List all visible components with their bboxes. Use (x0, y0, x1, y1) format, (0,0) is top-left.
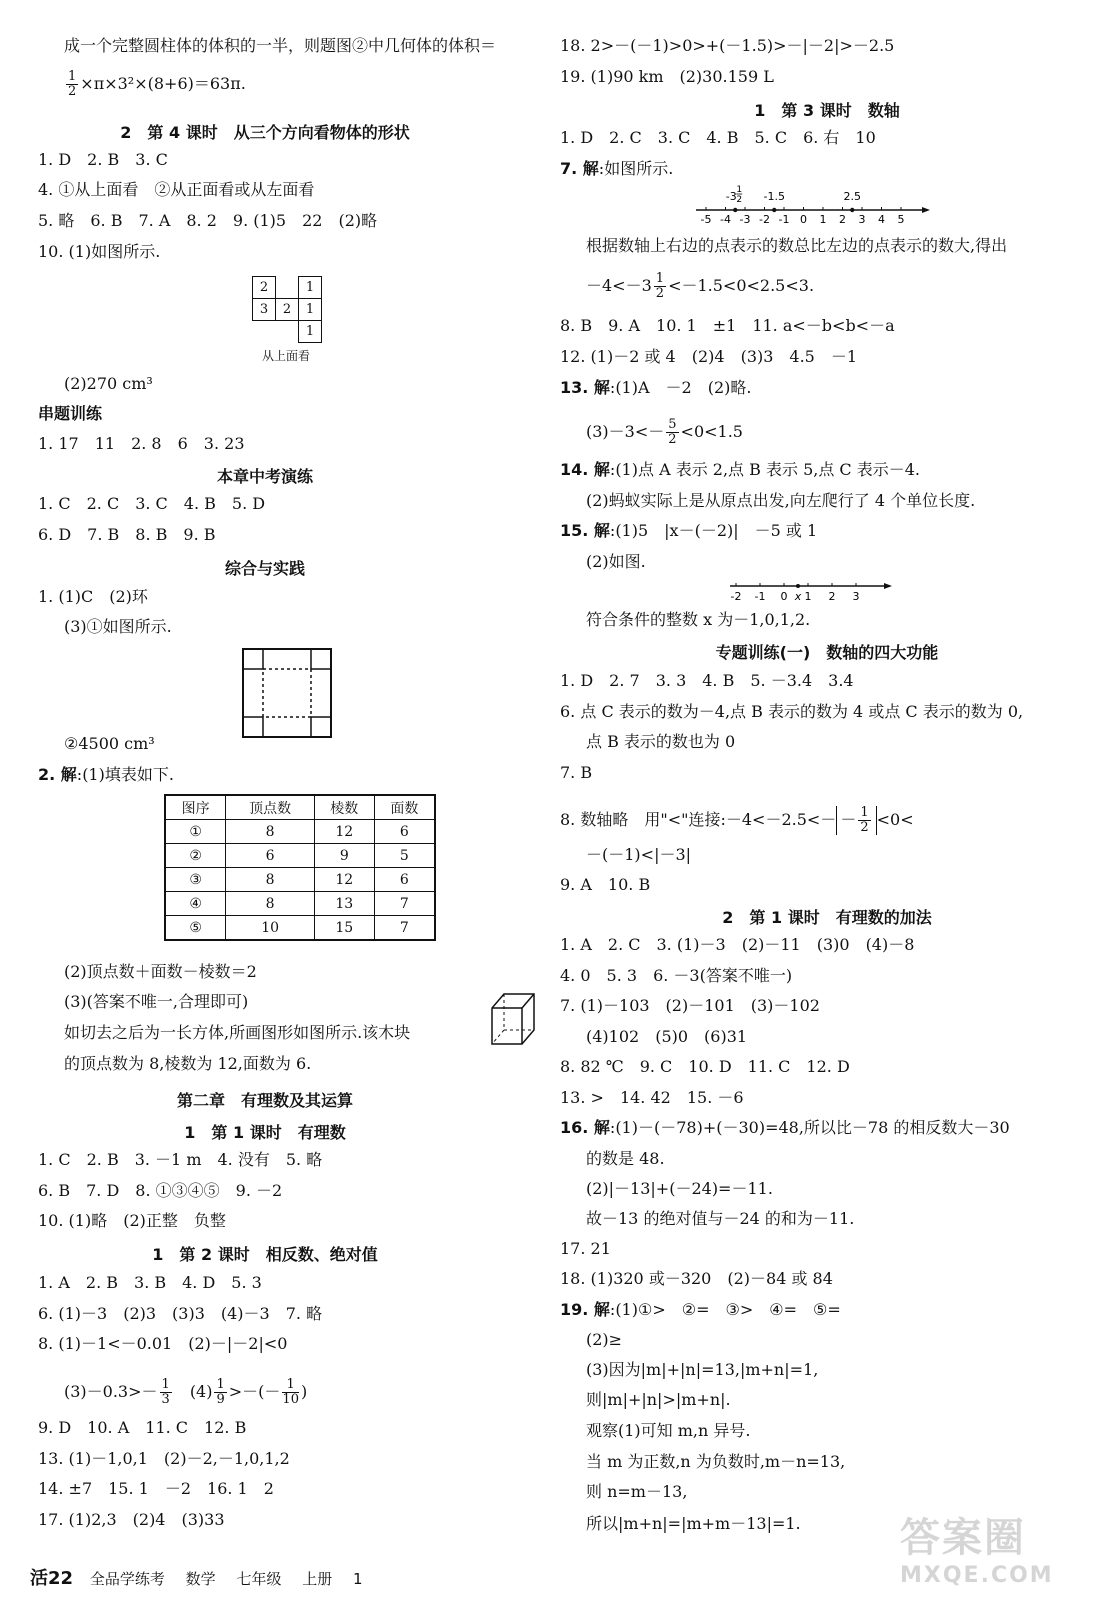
watermark-url: MXQE.COM (900, 1563, 1054, 1588)
tick-label: 2 (828, 590, 836, 603)
tick-label: 5 (897, 213, 905, 226)
tick-label: -1 (754, 590, 766, 603)
answer-line: 1. A 2. C 3. (1)－3 (2)－11 (3)0 (4)－8 (560, 935, 915, 954)
answer-line: 当 m 为正数,n 为负数时,m－n=13, (586, 1452, 846, 1471)
answer-line: (4)102 (5)0 (6)31 (586, 1027, 748, 1046)
answer-line: 16. 解:(1)－(－78)+(－30)=48,所以比－78 的相反数大－30 (560, 1118, 1010, 1137)
tick-label: -2 (730, 590, 742, 603)
section-heading: 串题训练 (38, 404, 103, 423)
number-line-1 (692, 182, 932, 228)
section-heading: 专题训练(一) 数轴的四大功能 (715, 643, 939, 662)
answer-line: (2)|－13|+(－24)=－11. (586, 1179, 773, 1198)
section-heading: 1 第 3 课时 数轴 (754, 101, 900, 120)
answer-line: 8. 82 ℃ 9. C 10. D 11. C 12. D (560, 1057, 850, 1076)
answer-line: 1. 17 11 2. 8 6 3. 23 (38, 434, 245, 453)
number-point (850, 208, 854, 212)
answer-line: 15. 解:(1)5 |x－(－2)| －5 或 1 (560, 521, 818, 540)
answer-line: 6. D 7. B 8. B 9. B (38, 525, 216, 544)
point-label-frac-den: 2 (736, 195, 743, 205)
answer-line: 18. (1)320 或－320 (2)－84 或 84 (560, 1269, 833, 1288)
answer-line: 14. ±7 15. 1 －2 16. 1 2 (38, 1479, 274, 1498)
answer-line: 1. D 2. C 3. C 4. B 5. C 6. 右 10 (560, 128, 876, 147)
answer-line: 点 B 表示的数也为 0 (586, 732, 736, 751)
section-heading: 1 第 1 课时 有理数 (184, 1123, 346, 1142)
axis-arrow (884, 583, 892, 589)
answer-line: 则|m|+|n|>|m+n|. (586, 1390, 731, 1409)
answer-line: 的数是 48. (586, 1149, 665, 1168)
cuboid-figure (484, 990, 540, 1050)
left-column (0, 0, 530, 1600)
number-point (733, 208, 737, 212)
answer-line: 17. (1)2,3 (2)4 (3)33 (38, 1510, 225, 1529)
fraction: $\frac{1}{2}$ (68, 69, 77, 99)
tick-label: 2 (839, 213, 846, 226)
section-heading: 本章中考演练 (216, 467, 313, 486)
fraction: $\frac{1}{2}$ (655, 271, 665, 301)
answer-line: 9. A 10. B (560, 875, 651, 894)
answer-line: (3)①如图所示. (64, 617, 172, 636)
answer-line: 8. 数轴略 用"<"连接:－4<－2.5<－ － $\frac{1}{2}$ <0< (560, 805, 914, 835)
answer-line: (2)270 cm³ (64, 374, 153, 393)
point-label-frac-num: 1 (736, 185, 743, 195)
answer-line: 的顶点数为 8,棱数为 12,面数为 6. (64, 1054, 312, 1073)
tick-label: 3 (858, 213, 866, 226)
answer-line: (3)因为|m|+|n|=13,|m+n|=1, (586, 1360, 819, 1379)
fraction: $\frac{5}{2}$ (668, 417, 677, 447)
answer-line: (2)如图. (586, 552, 646, 571)
volume-formula: $\frac{1}{2}$ ×π×3²×(8+6)＝63π. (68, 69, 246, 99)
answer-line: 7. 解:如图所示. (560, 159, 674, 178)
polyhedron-table (164, 794, 436, 941)
tick-label: 0 (780, 590, 788, 603)
answer-line: 故－13 的绝对值与－24 的和为－11. (586, 1209, 855, 1228)
right-column (552, 0, 1102, 1600)
table-row: ① 8 12 6 (165, 820, 435, 844)
tick-label: -5 (700, 213, 712, 226)
answer-line: －4<－3 $\frac{1}{2}$ <－1.5<0<2.5<3. (586, 271, 815, 301)
answer-line: 13. > 14. 42 15. －6 (560, 1088, 744, 1107)
answer-line: 则 n=m－13, (586, 1482, 688, 1501)
volume-number: 1 (353, 1570, 363, 1588)
section-heading: 综合与实践 (224, 559, 305, 578)
answer-line: 19. 解:(1)①> ②= ③> ④= ⑤= (560, 1300, 841, 1319)
answer-line: 13. 解:(1)A －2 (2)略. (560, 378, 752, 397)
fraction: $\frac{1}{3}$ (161, 1377, 170, 1407)
answer-line: 观察(1)可知 m,n 异号. (586, 1421, 751, 1440)
chapter-heading: 第二章 有理数及其运算 (176, 1091, 353, 1110)
tick-label: 4 (878, 213, 885, 226)
axis-arrow (922, 207, 930, 213)
text-line: 成一个完整圆柱体的体积的一半，则题图②中几何体的体积＝ (64, 36, 497, 55)
answer-line: (2)≥ (586, 1330, 623, 1349)
answer-line: 4. ①从上面看 ②从正面看或从左面看 (38, 180, 315, 199)
section-heading: 2 第 4 课时 从三个方向看物体的形状 (120, 123, 410, 142)
table-row: ② 6 9 5 (165, 844, 435, 868)
tick-label: x (794, 590, 802, 603)
answer-line: 1. C 2. C 3. C 4. B 5. D (38, 494, 266, 513)
page-number: 活22 (30, 1568, 74, 1589)
book-title: 全品学练考 (89, 1570, 165, 1588)
tick-label: 3 (852, 590, 860, 603)
fraction: $\frac{1}{2}$ (860, 805, 869, 835)
answer-line: 5. 略 6. B 7. A 8. 2 9. (1)5 22 (2)略 (38, 211, 378, 230)
tick-label: 0 (800, 213, 807, 226)
tick-label: -2 (759, 213, 770, 226)
tick-label: -4 (720, 213, 731, 226)
watermark-logo (900, 1506, 1090, 1596)
fraction: $\frac{1}{10}$ (282, 1377, 299, 1407)
answer-line: 6. (1)－3 (2)3 (3)3 (4)－3 7. 略 (38, 1304, 323, 1323)
table-row: ⑤ 10 15 7 (165, 916, 435, 941)
tick-label: -1 (778, 213, 790, 226)
answer-line: 1. (1)C (2)环 (38, 587, 148, 606)
answer-line: 4. 0 5. 3 6. －3(答案不唯一) (560, 966, 793, 985)
point-label: 2.5 (843, 190, 861, 203)
answer-line: (2)顶点数＋面数－棱数＝2 (64, 962, 257, 981)
answer-line: (2)蚂蚁实际上是从原点出发,向左爬行了 4 个单位长度. (586, 491, 976, 510)
grade: 七年级 (236, 1570, 282, 1588)
answer-line: 根据数轴上右边的点表示的数总比左边的点表示的数大,得出 (586, 236, 1008, 255)
answer-line: 18. 2>－(－1)>0>+(－1.5)>－|－2|>－2.5 (560, 36, 895, 55)
point-label: -1.5 (763, 190, 785, 203)
answer-line: (3)－3<－ $\frac{5}{2}$ <0<1.5 (586, 417, 743, 447)
answer-line: 19. (1)90 km (2)30.159 L (560, 67, 774, 86)
tick-label: 1 (819, 213, 827, 226)
page-footer (30, 1564, 379, 1590)
answer-line: 13. (1)－1,0,1 (2)－2,－1,0,1,2 (38, 1449, 290, 1468)
answer-line: 2. 解:(1)填表如下. (38, 765, 174, 784)
point-label: -3 (725, 190, 737, 203)
tick-label: -3 (739, 213, 751, 226)
subject: 数学 (185, 1570, 216, 1588)
answer-line: －(－1)<|－3| (586, 845, 692, 864)
tick-label: 1 (804, 590, 812, 603)
answer-line: 14. 解:(1)点 A 表示 2,点 B 表示 5,点 C 表示－4. (560, 460, 921, 479)
fraction: $\frac{1}{9}$ (216, 1377, 225, 1407)
watermark-text: 答案圈 (900, 1515, 1026, 1561)
answer-line: 1. A 2. B 3. B 4. D 5. 3 (38, 1273, 262, 1292)
answer-line: ②4500 cm³ (64, 734, 155, 753)
answer-line: 7. B (560, 763, 593, 782)
answer-line: 1. D 2. B 3. C (38, 150, 168, 169)
table-row: ④ 8 13 7 (165, 892, 435, 916)
answer-line: 1. D 2. 7 3. 3 4. B 5. －3.4 3.4 (560, 671, 854, 690)
answer-line: 8. B 9. A 10. 1 ±1 11. a<－b<b<－a (560, 316, 895, 335)
top-view-grid: 2 1 3 2 1 1 (252, 276, 322, 343)
table-row: ③ 8 12 6 (165, 868, 435, 892)
grid-caption: 从上面看 (262, 349, 311, 363)
answer-line: 9. D 10. A 11. C 12. B (38, 1418, 247, 1437)
answer-line: 7. (1)－103 (2)－101 (3)－102 (560, 996, 820, 1015)
section-heading: 2 第 1 课时 有理数的加法 (722, 908, 932, 927)
answer-line: 6. 点 C 表示的数为－4,点 B 表示的数为 4 或点 C 表示的数为 0, (560, 702, 1024, 721)
section-heading: 1 第 2 课时 相反数、绝对值 (152, 1245, 378, 1264)
number-point (772, 208, 776, 212)
answer-line: 如切去之后为一长方体,所画图形如图所示.该木块 (64, 1023, 411, 1042)
answer-line: 符合条件的整数 x 为－1,0,1,2. (586, 610, 811, 629)
absolute-value: － $\frac{1}{2}$ (836, 806, 876, 835)
answer-line: 8. (1)－1<－0.01 (2)－|－2|<0 (38, 1334, 288, 1353)
answer-line: 所以|m+n|=|m+m－13|=1. (586, 1514, 801, 1533)
answer-line: 10. (1)如图所示. (38, 242, 161, 261)
answer-line: 12. (1)－2 或 4 (2)4 (3)3 4.5 －1 (560, 347, 858, 366)
answer-line: 6. B 7. D 8. ①③④⑤ 9. －2 (38, 1181, 283, 1200)
box-net-figure (240, 646, 334, 740)
number-line-2 (728, 578, 894, 604)
answer-line: (3)－0.3>－ $\frac{1}{3}$ (4) $\frac{1}{9}$ >－(－ $\frac{1}{10}$ ) (64, 1377, 308, 1407)
answer-line: (3)(答案不唯一,合理即可) (64, 992, 249, 1011)
table-header-row: 图序 顶点数 棱数 面数 (165, 795, 435, 820)
answer-line: 1. C 2. B 3. －1 m 4. 没有 5. 略 (38, 1150, 323, 1169)
answer-line: 10. (1)略 (2)正整 负整 (38, 1211, 226, 1230)
number-point (796, 584, 800, 588)
volume: 上册 (302, 1570, 333, 1588)
answer-line: 17. 21 (560, 1239, 611, 1258)
